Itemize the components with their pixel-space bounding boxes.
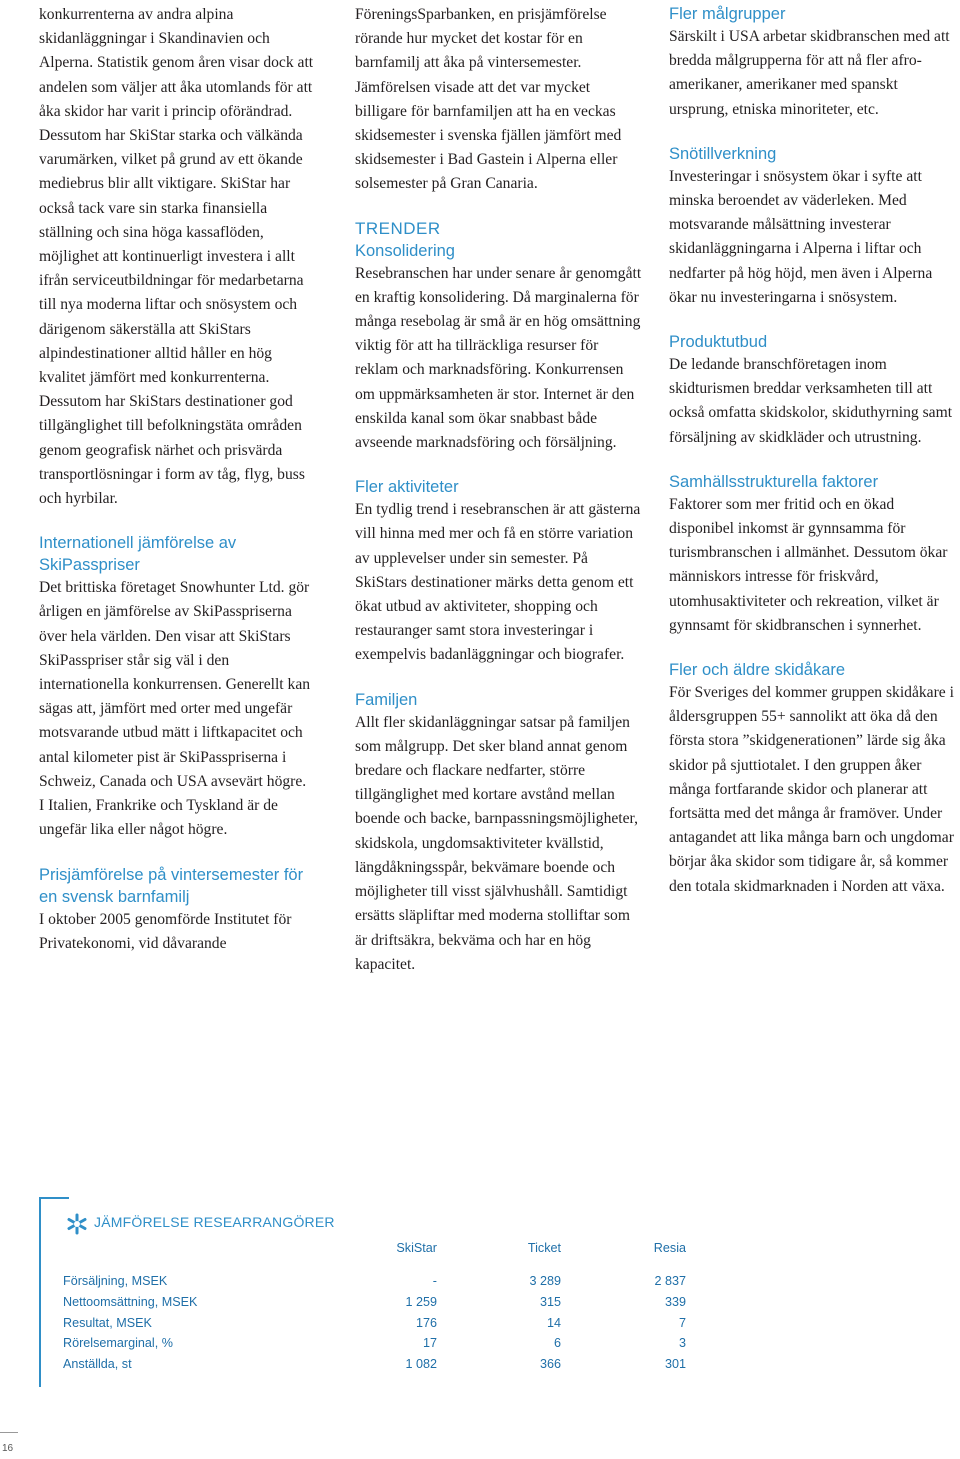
row-label: Resultat, MSEK: [63, 1315, 152, 1330]
cell-resia: 301: [664, 1357, 686, 1372]
snowflake-icon: [66, 1213, 88, 1235]
table-row: [63, 1271, 686, 1292]
cell-ticket: 14: [546, 1315, 561, 1330]
heading-aldre-skidakare: Fler och äldre skidåkare: [669, 661, 846, 680]
table-header-row: [63, 1233, 686, 1259]
page-number-rule: [0, 1432, 18, 1433]
table-row: [63, 1292, 686, 1313]
comparison-table: [63, 1233, 686, 1374]
row-label: Försäljning, MSEK: [63, 1274, 168, 1289]
cell-skistar: 176: [415, 1315, 437, 1330]
table-title: JÄMFÖRELSE RESEARRANGÖRER: [94, 1214, 335, 1230]
cell-resia: 3: [678, 1336, 686, 1351]
header-skistar: SkiStar: [396, 1241, 437, 1255]
table-row: [63, 1312, 686, 1333]
cell-ticket: 3 289: [529, 1274, 561, 1289]
cell-resia: 7: [678, 1315, 686, 1330]
row-label: Anställda, st: [63, 1357, 132, 1372]
cell-skistar: 1 259: [405, 1295, 437, 1310]
column-3: [669, 3, 960, 899]
header-resia: Resia: [653, 1241, 686, 1255]
heading-konsolidering: Konsolidering: [355, 241, 455, 260]
page-number: 16: [2, 1443, 14, 1454]
box-border-left: [39, 1197, 41, 1387]
cell-ticket: 6: [553, 1336, 561, 1351]
body-paragraph: FöreningsSparbanken, en prisjämförelse rörande hur mycket det kostar för en barnfamilj att åka på vintersemester. Jämförelsen visade att det var mycket billigare för barnfamiljen att ha en veckas skidsemester i svenska fjällen jämfört med skidsemester i Bad Gastein i Alperna eller solsemester på Gran Canaria.: [355, 6, 622, 193]
header-ticket: Ticket: [527, 1241, 561, 1255]
heading-international-comparison: Internationell jämförelse av SkiPasspriser: [39, 534, 237, 575]
cell-skistar: 17: [422, 1336, 437, 1351]
heading-snotillverkning: Snötillverkning: [669, 144, 777, 163]
heading-produktutbud: Produktutbud: [669, 333, 768, 352]
body-paragraph: Allt fler skidanläggningar satsar på familjen som målgrupp. Det sker bland annat genom bredare och flackare nedfarter, större tillgänglighet med kortare avstånd mellan boende och backe, barnpassningsmöjligheter, skidskola, ungdomsaktiviteter kvällstid, längdåkningsspår, bekvämare boende och möjligheter till visst självhushåll. Samtidigt ersätts släpliftar med moderna stolliftar som är driftsäkra, bekväma och har en hög kapacitet.: [355, 713, 639, 973]
row-label: Rörelsemarginal, %: [63, 1336, 173, 1351]
cell-resia: 2 837: [654, 1274, 686, 1289]
body-paragraph: konkurrenterna av andra alpina skidanläggningar i Skandinavien och Alperna. Statistik genom åren visar dock att andelen som väljer att åka utomlands för att åka skidor har varit i princip oförändrad. Dessutom har SkiStar starka och välkända varumärken, vilket på grund av ett ökande mediebrus blir allt viktigare. SkiStar har också tack vare sin starka finansiella ställning och sina höga kassaflöden, möjlighet att kontinuerligt investera i allt ifrån serviceutbildningar för medarbetarna till nya moderna liftar och snösystem och därigenom säkerställa att SkiStars alpindestinationer alltid håller en hög kvalitet jämfört med konkurrenterna. Dessutom har SkiStars destinationer god tillgänglighet till befolkningstäta områden genom geografisk närhet och prisvärda transportlösningar i form av tåg, flyg, buss och hyrbilar.: [39, 6, 314, 508]
body-paragraph: De ledande branschföretagen inom skidturismen breddar verksamheten till att också omfatta skidskolor, skiduthyrning samt försäljning av skidkläder och utrustning.: [669, 356, 953, 446]
body-paragraph: Särskilt i USA arbetar skidbranschen med att bredda målgrupperna för att nå fler afro-amerikaner, amerikaner med spanskt ursprung, etniska minoriteter, etc.: [669, 28, 950, 118]
column-1: [39, 3, 314, 956]
body-paragraph: Det brittiska företaget Snowhunter Ltd. gör årligen en jämförelse av SkiPasspriserna över hela världen. Den visar att SkiStars SkiPasspriser står sig väl i den internationella konkurrensen. Generellt kan sägas att, jämfört med orter med ungefär motsvarande utbud mätt i liftkapacitet och antal kilometer pist är SkiPasspriserna i Schweiz, Canada och USA avsevärt högre. I Italien, Frankrike och Tyskland är de ungefär lika eller något högre.: [39, 579, 311, 839]
row-label: Nettoomsättning, MSEK: [63, 1295, 198, 1310]
heading-price-comparison: Prisjämförelse på vintersemester för en svensk barnfamilj: [39, 865, 304, 906]
cell-resia: 339: [664, 1295, 686, 1310]
table-row: [63, 1333, 686, 1354]
cell-skistar: -: [432, 1274, 437, 1289]
body-paragraph: Faktorer som mer fritid och en ökad disponibel inkomst är gynnsamma för turismbranschen i allmänhet. Dessutom ökar människors intresse för friskvård, utomhusaktiviteter och rekreation, vilket är gynnsamt för skidbranschen i synnerhet.: [669, 495, 948, 634]
table-row: [63, 1354, 686, 1375]
header-blank: [63, 1233, 323, 1259]
heading-samhallsstrukturella: Samhällsstrukturella faktorer: [669, 472, 879, 491]
body-paragraph: I oktober 2005 genomförde Institutet för Privatekonomi, vid dåvarande: [39, 910, 292, 952]
heading-fler-malgrupper: Fler målgrupper: [669, 5, 786, 23]
heading-familjen: Familjen: [355, 690, 418, 709]
heading-trender: TRENDER: [355, 218, 441, 238]
cell-ticket: 315: [539, 1295, 561, 1310]
column-2: [355, 3, 643, 977]
body-paragraph: En tydlig trend i resebranschen är att gästerna vill hinna med mer och få en större variation av upplevelser under sin semester. På SkiStars destinationer märks detta genom ett ökat utbud av aktiviteter, shopping och restauranger samt stora investeringar i exempelvis badanläggningar och biografer.: [355, 501, 641, 664]
body-paragraph: Resebranschen har under senare år genomgått en kraftig konsolidering. Då marginalerna för många resebolag är små är en hög omsättning viktig för att ha tillräckliga resurser för reklam och marknadsföring. Konkurrensen om uppmärksamheten är stor. Internet är den enskilda kanal som ökar snabbast både avseende marknadsföring och försäljning.: [355, 264, 642, 452]
heading-fler-aktiviteter: Fler aktiviteter: [355, 478, 459, 497]
body-paragraph: Investeringar i snösystem ökar i syfte att minska beroendet av väderleken. Med motsvarande målsättning investerar skidanläggningarna i Alperna i liftar och nedfarter på hög höjd, men även i Alperna ökar nu investeringarna i snösystem.: [669, 167, 933, 306]
cell-ticket: 366: [539, 1357, 561, 1372]
comparison-table-box: [39, 1197, 921, 1387]
box-border-top: [39, 1197, 69, 1199]
cell-skistar: 1 082: [405, 1357, 437, 1372]
body-paragraph: För Sveriges del kommer gruppen skidåkare i åldersgruppen 55+ sannolikt att öka då den första stora ”skidgenerationen” lärde sig åka skidor på sjuttiotalet. I den gruppen åker många fortfarande skidor och planerar att fortsätta med det många år framöver. Under antagandet att lika många barn och ungdomar börjar åka skidor som tidigare år, så kommer den totala skidmarknaden i Norden att växa.: [669, 684, 954, 895]
